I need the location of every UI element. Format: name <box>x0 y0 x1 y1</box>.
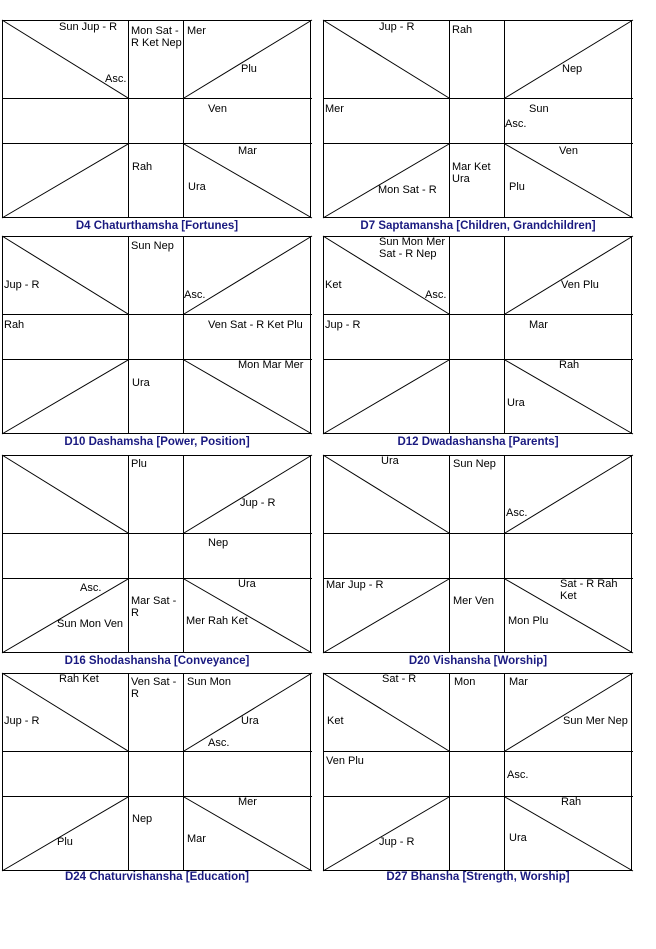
cell-label: Jup - R <box>379 21 415 33</box>
cell-label: Rah <box>452 24 473 36</box>
cell-label: Ven <box>559 145 578 157</box>
asc-label: Asc. <box>507 769 529 781</box>
chart-title: D4 Chaturthamsha [Fortunes] <box>75 220 239 232</box>
cell-label: Rah <box>559 359 580 371</box>
chart-frame <box>2 20 312 218</box>
cell-label: Plu <box>509 181 525 193</box>
chart-d16 <box>2 455 312 653</box>
chart-title: D24 Chaturvishansha [Education] <box>64 871 250 883</box>
cell-label: Ven Sat - R <box>131 676 177 700</box>
asc-label: Asc. <box>425 289 447 301</box>
cell-label: Plu <box>241 63 257 75</box>
chart-title: D27 Bhansha [Strength, Worship] <box>386 871 570 883</box>
cell-label: Mon Sat - R Ket Nep <box>131 25 182 49</box>
cell-label: Ura <box>238 578 256 590</box>
cell-label: Ket <box>325 279 342 291</box>
cell-label: Ura <box>381 455 399 467</box>
chart-d12 <box>323 236 633 434</box>
chart-frame <box>323 673 633 871</box>
cell-label: Ura <box>132 377 150 389</box>
cell-label: Ket <box>327 715 344 727</box>
cell-label: Mer Ven <box>453 595 494 607</box>
chart-title: D16 Shodashansha [Conveyance] <box>64 655 250 667</box>
cell-label: Sun Mon <box>187 676 232 688</box>
asc-label: Asc. <box>184 289 206 301</box>
chart-title: D10 Dashamsha [Power, Position] <box>64 436 250 448</box>
cell-label: Ura <box>507 397 525 409</box>
cell-label: Ven Sat - R Ket Plu <box>208 319 303 331</box>
cell-label: Mer <box>325 103 344 115</box>
cell-label: Mon <box>454 676 476 688</box>
chart-title: D20 Vishansha [Worship] <box>408 655 548 667</box>
cell-label: Sat - R <box>382 673 417 685</box>
chart-frame <box>2 673 312 871</box>
chart-title: D12 Dwadashansha [Parents] <box>397 436 559 448</box>
cell-label: Ven Plu <box>561 279 599 291</box>
cell-label: Rah Ket <box>59 673 99 685</box>
cell-label: Mer <box>238 796 257 808</box>
cell-label: Mer Rah Ket <box>186 615 248 627</box>
cell-label: Sun Mon Mer Sat - R Nep <box>379 236 446 260</box>
cell-label: Mar <box>238 145 257 157</box>
cell-label: Plu <box>57 836 73 848</box>
chart-frame <box>323 236 633 434</box>
chart-frame <box>323 20 633 218</box>
chart-frame <box>2 455 312 653</box>
chart-d27 <box>323 673 633 871</box>
cell-label: Mon Sat - R <box>378 184 437 196</box>
chart-d7 <box>323 20 633 218</box>
chart-frame <box>2 236 312 434</box>
chart-title: D7 Saptamansha [Children, Grandchildren] <box>360 220 596 232</box>
chart-frame <box>323 455 633 653</box>
cell-label: Ura <box>241 715 259 727</box>
cell-label: Jup - R <box>379 836 415 848</box>
cell-label: Jup - R <box>4 279 40 291</box>
chart-d24 <box>2 673 312 871</box>
cell-label: Ven Plu <box>326 755 364 767</box>
cell-label: Mon Plu <box>508 615 549 627</box>
cell-label: Sun Nep <box>131 240 174 252</box>
cell-label: Jup - R <box>4 715 40 727</box>
cell-label: Rah <box>132 161 153 173</box>
cell-label: Mar Ket Ura <box>452 161 491 185</box>
chart-d4 <box>2 20 312 218</box>
asc-label: Asc. <box>506 507 528 519</box>
asc-label: Asc. <box>505 118 527 130</box>
cell-label: Sun Mer Nep <box>563 715 628 727</box>
cell-label: Nep <box>132 813 153 825</box>
cell-label: Nep <box>562 63 583 75</box>
cell-label: Mar Sat - R <box>131 595 177 619</box>
cell-label: Mar <box>187 833 206 845</box>
cell-label: Rah <box>561 796 582 808</box>
cell-label: Mar <box>509 676 528 688</box>
cell-label: Mar Jup - R <box>326 579 384 591</box>
cell-label: Sun Nep <box>453 458 496 470</box>
cell-label: Sun Mon Ven <box>57 618 124 630</box>
asc-label: Asc. <box>105 73 127 85</box>
cell-label: Mon Mar Mer <box>238 359 304 371</box>
cell-label: Ura <box>188 181 206 193</box>
cell-label: Sun <box>529 103 549 115</box>
cell-label: Ven <box>208 103 227 115</box>
cell-label: Rah <box>4 319 25 331</box>
cell-label: Mar <box>529 319 548 331</box>
cell-label: Sat - R Rah Ket <box>560 578 618 602</box>
cell-label: Mer <box>187 25 206 37</box>
cell-label: Nep <box>208 537 229 549</box>
cell-label: Plu <box>131 458 147 470</box>
chart-d20 <box>323 455 633 653</box>
cell-label: Jup - R <box>240 497 276 509</box>
chart-d10 <box>2 236 312 434</box>
cell-label: Sun Jup - R <box>59 21 118 33</box>
cell-label: Jup - R <box>325 319 361 331</box>
asc-label: Asc. <box>80 582 102 594</box>
cell-label: Ura <box>509 832 527 844</box>
asc-label: Asc. <box>208 737 230 749</box>
